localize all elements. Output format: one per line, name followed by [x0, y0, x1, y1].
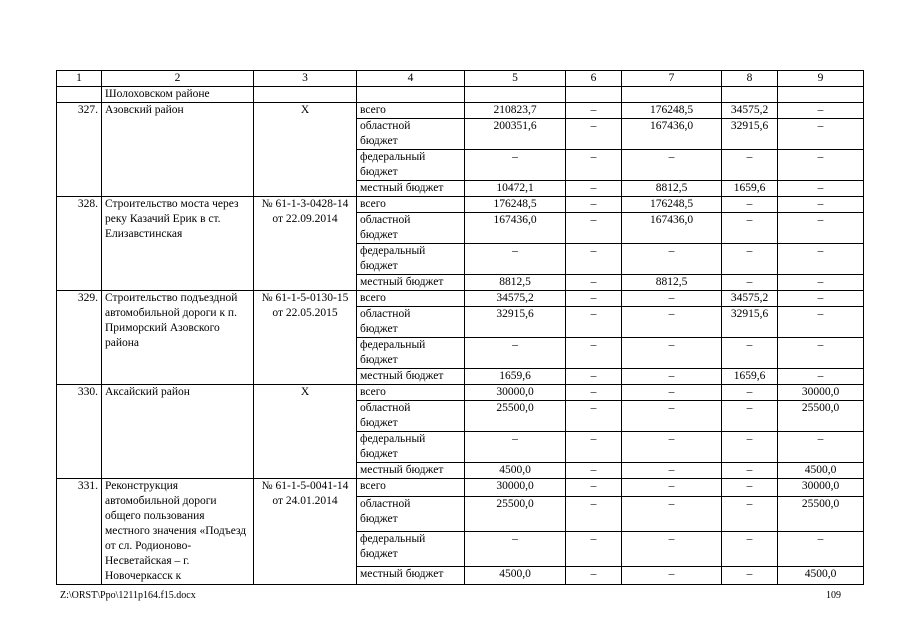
- entry-number: 328.: [57, 197, 102, 291]
- value-cell: 4500,0: [465, 463, 566, 479]
- funding-source-label: всего: [357, 385, 465, 401]
- value-cell: –: [722, 432, 778, 463]
- header-col-3: 3: [254, 71, 357, 87]
- value-cell: –: [566, 385, 622, 401]
- value-cell: –: [566, 119, 622, 150]
- value-cell: –: [722, 497, 778, 532]
- continuation-row: [57, 87, 864, 103]
- value-cell: –: [778, 432, 864, 463]
- value-cell: 210823,7: [465, 103, 566, 119]
- value-cell: –: [778, 197, 864, 213]
- value-cell: –: [722, 213, 778, 244]
- value-cell: –: [566, 531, 622, 566]
- value-cell: –: [722, 463, 778, 479]
- funding-source-label: областной бюджет: [357, 119, 465, 150]
- value-cell: –: [566, 338, 622, 369]
- value-cell: 32915,6: [465, 307, 566, 338]
- value-cell: –: [566, 275, 622, 291]
- value-cell: 176248,5: [465, 197, 566, 213]
- funding-source-label: местный бюджет: [357, 369, 465, 385]
- budget-table: [56, 70, 864, 585]
- value-cell: 8812,5: [465, 275, 566, 291]
- value-cell: –: [722, 197, 778, 213]
- header-col-8: 8: [722, 71, 778, 87]
- funding-source-label: всего: [357, 479, 465, 497]
- funding-source-label: местный бюджет: [357, 463, 465, 479]
- value-cell: –: [566, 244, 622, 275]
- value-cell: 32915,6: [722, 307, 778, 338]
- value-cell: –: [622, 385, 722, 401]
- value-cell: 25500,0: [778, 401, 864, 432]
- value-cell: –: [622, 291, 722, 307]
- value-cell: –: [778, 338, 864, 369]
- value-cell: –: [465, 150, 566, 181]
- value-cell: –: [778, 213, 864, 244]
- header-col-7: 7: [622, 71, 722, 87]
- value-cell: 8812,5: [622, 275, 722, 291]
- header-col-5: 5: [465, 71, 566, 87]
- value-cell: –: [622, 497, 722, 532]
- value-cell: 30000,0: [778, 385, 864, 401]
- value-cell: 10472,1: [465, 181, 566, 197]
- value-cell: –: [566, 566, 622, 584]
- entry-document: № 61-1-3-0428-14 от 22.09.2014: [254, 197, 357, 291]
- footer-file-path: Z:\ORST\Ppo\1211p164.f15.docx: [60, 590, 196, 601]
- entry-document: Х: [254, 385, 357, 479]
- value-cell: –: [465, 531, 566, 566]
- value-cell: 1659,6: [722, 181, 778, 197]
- entry-number: 331.: [57, 479, 102, 585]
- value-cell: 167436,0: [465, 213, 566, 244]
- value-cell: –: [722, 275, 778, 291]
- table-row: [57, 385, 864, 401]
- value-cell: –: [722, 244, 778, 275]
- value-cell: –: [622, 338, 722, 369]
- value-cell: 34575,2: [722, 103, 778, 119]
- funding-source-label: федеральный бюджет: [357, 432, 465, 463]
- value-cell: –: [566, 463, 622, 479]
- value-cell: –: [622, 479, 722, 497]
- value-cell: –: [566, 369, 622, 385]
- value-cell: –: [722, 338, 778, 369]
- value-cell: –: [622, 566, 722, 584]
- entry-number: 327.: [57, 103, 102, 197]
- value-cell: –: [722, 566, 778, 584]
- value-cell: –: [778, 181, 864, 197]
- value-cell: –: [722, 401, 778, 432]
- value-cell: 176248,5: [622, 103, 722, 119]
- value-cell: 176248,5: [622, 197, 722, 213]
- value-cell: –: [778, 369, 864, 385]
- funding-source-label: областной бюджет: [357, 401, 465, 432]
- value-cell: –: [622, 150, 722, 181]
- header-col-9: 9: [778, 71, 864, 87]
- funding-source-label: федеральный бюджет: [357, 150, 465, 181]
- entry-name: Строительство подъездной автомобильной дороги к п. Приморский Азовского района: [102, 291, 254, 385]
- value-cell: –: [778, 275, 864, 291]
- value-cell: 4500,0: [465, 566, 566, 584]
- value-cell: 25500,0: [778, 497, 864, 532]
- value-cell: –: [566, 497, 622, 532]
- value-cell: 30000,0: [778, 479, 864, 497]
- value-cell: 167436,0: [622, 213, 722, 244]
- value-cell: 1659,6: [722, 369, 778, 385]
- value-cell: –: [722, 531, 778, 566]
- value-cell: –: [622, 369, 722, 385]
- funding-source-label: федеральный бюджет: [357, 531, 465, 566]
- value-cell: –: [465, 244, 566, 275]
- value-cell: 34575,2: [722, 291, 778, 307]
- entry-document: № 61-1-5-0130-15 от 22.05.2015: [254, 291, 357, 385]
- value-cell: 4500,0: [778, 463, 864, 479]
- value-cell: –: [778, 307, 864, 338]
- value-cell: –: [722, 385, 778, 401]
- value-cell: –: [622, 463, 722, 479]
- value-cell: 25500,0: [465, 497, 566, 532]
- funding-source-label: федеральный бюджет: [357, 338, 465, 369]
- table-row: [57, 197, 864, 213]
- funding-source-label: областной бюджет: [357, 307, 465, 338]
- funding-source-label: местный бюджет: [357, 275, 465, 291]
- value-cell: 200351,6: [465, 119, 566, 150]
- value-cell: –: [622, 244, 722, 275]
- entry-document: № 61-1-5-0041-14 от 24.01.2014: [254, 479, 357, 585]
- table-row: [57, 103, 864, 119]
- value-cell: 34575,2: [465, 291, 566, 307]
- value-cell: –: [566, 479, 622, 497]
- value-cell: –: [566, 432, 622, 463]
- funding-source-label: областной бюджет: [357, 497, 465, 532]
- value-cell: 25500,0: [465, 401, 566, 432]
- value-cell: –: [778, 150, 864, 181]
- table-row: [57, 291, 864, 307]
- entry-name: Шолоховском районе: [102, 87, 254, 103]
- value-cell: 8812,5: [622, 181, 722, 197]
- funding-source-label: местный бюджет: [357, 181, 465, 197]
- entry-name: Реконструкция автомобильной дороги общего пользования местного значения «Подъезд от сл. Родионово-Несветайская – г. Новочеркасск к: [102, 479, 254, 585]
- value-cell: –: [566, 150, 622, 181]
- value-cell: 4500,0: [778, 566, 864, 584]
- header-col-1: 1: [57, 71, 102, 87]
- value-cell: –: [778, 531, 864, 566]
- value-cell: –: [622, 401, 722, 432]
- value-cell: –: [778, 103, 864, 119]
- value-cell: –: [622, 432, 722, 463]
- entry-document: Х: [254, 103, 357, 197]
- funding-source-label: областной бюджет: [357, 213, 465, 244]
- value-cell: –: [778, 244, 864, 275]
- value-cell: –: [465, 338, 566, 369]
- header-col-6: 6: [566, 71, 622, 87]
- funding-source-label: всего: [357, 197, 465, 213]
- value-cell: –: [778, 119, 864, 150]
- value-cell: –: [566, 401, 622, 432]
- value-cell: –: [722, 479, 778, 497]
- header-col-4: 4: [357, 71, 465, 87]
- page-number: 109: [826, 590, 841, 601]
- value-cell: –: [778, 291, 864, 307]
- value-cell: –: [566, 181, 622, 197]
- funding-source-label: всего: [357, 103, 465, 119]
- value-cell: –: [622, 531, 722, 566]
- value-cell: –: [566, 213, 622, 244]
- header-col-2: 2: [102, 71, 254, 87]
- value-cell: –: [465, 432, 566, 463]
- value-cell: 30000,0: [465, 479, 566, 497]
- value-cell: –: [566, 197, 622, 213]
- funding-source-label: местный бюджет: [357, 566, 465, 584]
- value-cell: –: [722, 150, 778, 181]
- funding-source-label: всего: [357, 291, 465, 307]
- funding-source-label: федеральный бюджет: [357, 244, 465, 275]
- value-cell: 1659,6: [465, 369, 566, 385]
- table-row: [57, 479, 864, 497]
- value-cell: 167436,0: [622, 119, 722, 150]
- entry-number: 329.: [57, 291, 102, 385]
- entry-name: Аксайский район: [102, 385, 254, 479]
- value-cell: –: [566, 307, 622, 338]
- value-cell: 30000,0: [465, 385, 566, 401]
- value-cell: –: [622, 307, 722, 338]
- entry-number: 330.: [57, 385, 102, 479]
- value-cell: –: [566, 291, 622, 307]
- value-cell: –: [566, 103, 622, 119]
- entry-name: Строительство моста через реку Казачий Ерик в ст. Елизавстинская: [102, 197, 254, 291]
- value-cell: 32915,6: [722, 119, 778, 150]
- header-row: [57, 71, 864, 87]
- entry-name: Азовский район: [102, 103, 254, 197]
